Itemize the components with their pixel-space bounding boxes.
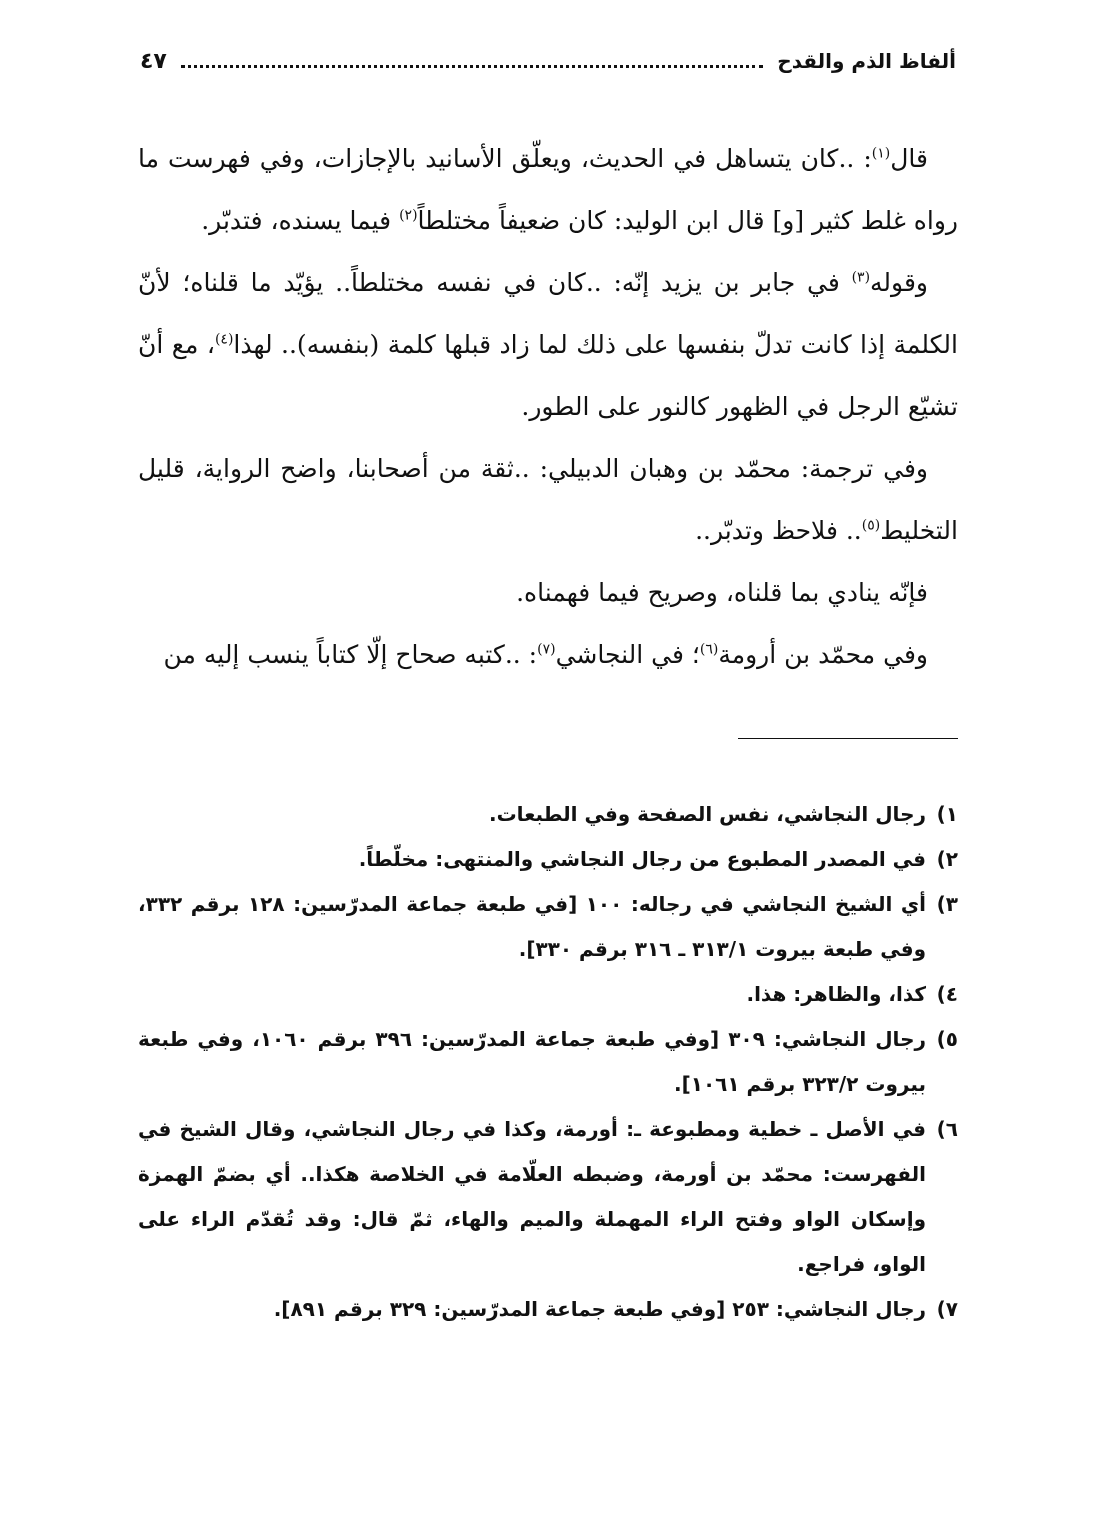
- footnote-text: في المصدر المطبوع من رجال النجاشي والمنتهى: مخلّطاً.: [358, 847, 926, 871]
- footnote-text: كذا، والظاهر: هذا.: [746, 982, 926, 1006]
- text-segment: قال: [890, 144, 928, 173]
- footnote: [138, 972, 958, 1017]
- footnote-ref: (٤): [214, 331, 234, 348]
- footnote: [138, 1017, 958, 1107]
- page-number: ٤٧: [140, 48, 167, 74]
- footnote: [138, 792, 958, 837]
- footnote-number: ٧): [936, 1297, 958, 1321]
- footnote-number: ٦): [936, 1117, 958, 1141]
- footnote-text: رجال النجاشي: ٢٥٣ [وفي طبعة جماعة المدرّسين: ٣٢٩ برقم ٨٩١].: [273, 1297, 926, 1321]
- footnote-ref: (٣): [851, 269, 871, 286]
- footnote-ref: (٢): [399, 207, 418, 224]
- text-segment: : ..كتبه صحاح إلّا كتاباً ينسب إليه من: [163, 640, 538, 669]
- footnote-separator: [738, 738, 958, 739]
- footnote: [138, 837, 958, 882]
- text-segment: فيما يسنده، فتدبّر.: [201, 206, 400, 235]
- text-segment: في جابر بن يزيد إنّه: ..كان في نفسه مختلطاً.. يؤيّد ما قلناه؛ لأنّ الكلمة إذا كانت تدلّ بنفسها على ذلك لما زاد قبلها كلمة (بنفسه).. لهذا: [138, 268, 958, 359]
- footnotes: [138, 792, 958, 1332]
- footnote-ref: (٦): [699, 641, 719, 658]
- text-segment: : ..كان يتساهل في الحديث، ويعلّق الأسانيد بالإجازات، وفي فهرست ما رواه غلط كثير [و] قال ابن الوليد: كان ضعيفاً مختلطاً: [138, 144, 958, 235]
- dotted-leader: [181, 55, 763, 68]
- footnote-number: ٣): [936, 892, 958, 916]
- footnote-text: أي الشيخ النجاشي في رجاله: ١٠٠ [في طبعة جماعة المدرّسين: ١٢٨ برقم ٣٣٢، وفي طبعة بيروت ٣١٣/١ ـ ٣١٦ برقم ٣٣٠].: [138, 892, 927, 961]
- text-segment: وقوله: [870, 268, 928, 297]
- body-paragraph: [138, 562, 958, 624]
- text-segment: .. فلاحظ وتدبّر..: [695, 516, 862, 545]
- footnote: [138, 1107, 958, 1287]
- main-text: [138, 128, 958, 686]
- footnote-ref: (٥): [861, 517, 881, 534]
- text-segment: ؛ في النجاشي: [555, 640, 700, 669]
- text-segment: وفي ترجمة: محمّد بن وهبان الدبيلي: ..ثقة من أصحابنا، واضح الرواية، قليل التخليط: [138, 454, 958, 545]
- footnote: [138, 882, 958, 972]
- footnote-ref: (١): [871, 145, 891, 162]
- footnote-number: ١): [936, 802, 958, 826]
- body-paragraph: [138, 128, 958, 252]
- page-header: [140, 44, 956, 78]
- footnote-number: ٥): [936, 1027, 958, 1051]
- body-paragraph: [138, 624, 958, 686]
- footnote-ref: (٧): [537, 641, 556, 658]
- footnote-text: رجال النجاشي: ٣٠٩ [وفي طبعة جماعة المدرّسين: ٣٩٦ برقم ١٠٦٠، وفي طبعة بيروت ٣٢٣/٢ برقم ١٠٦١].: [138, 1027, 926, 1096]
- body-paragraph: [138, 438, 958, 562]
- footnote-text: رجال النجاشي، نفس الصفحة وفي الطبعات.: [488, 802, 926, 826]
- footnote-text: في الأصل ـ خطية ومطبوعة ـ: أورمة، وكذا في رجال النجاشي، وقال الشيخ في الفهرست: محمّد بن أورمة، وضبطه العلّامة في الخلاصة هكذا.. أي بضمّ الهمزة وإسكان الواو وفتح الراء المهملة والميم والهاء، ثمّ قال: وقد تُقدّم الراء على الواو، فراجع.: [138, 1117, 926, 1276]
- footnote-number: ٤): [936, 982, 958, 1006]
- text-segment: ، مع أنّ تشيّع الرجل في الظهور كالنور على الطور.: [138, 330, 958, 421]
- running-title: ألفاظ الذم والقدح: [777, 49, 956, 73]
- text-segment: فإنّه ينادي بما قلناه، وصريح فيما فهمناه.: [516, 578, 928, 607]
- footnote-number: ٢): [936, 847, 958, 871]
- footnote: [138, 1287, 958, 1332]
- body-paragraph: [138, 252, 958, 438]
- text-segment: وفي محمّد بن أرومة: [718, 640, 928, 669]
